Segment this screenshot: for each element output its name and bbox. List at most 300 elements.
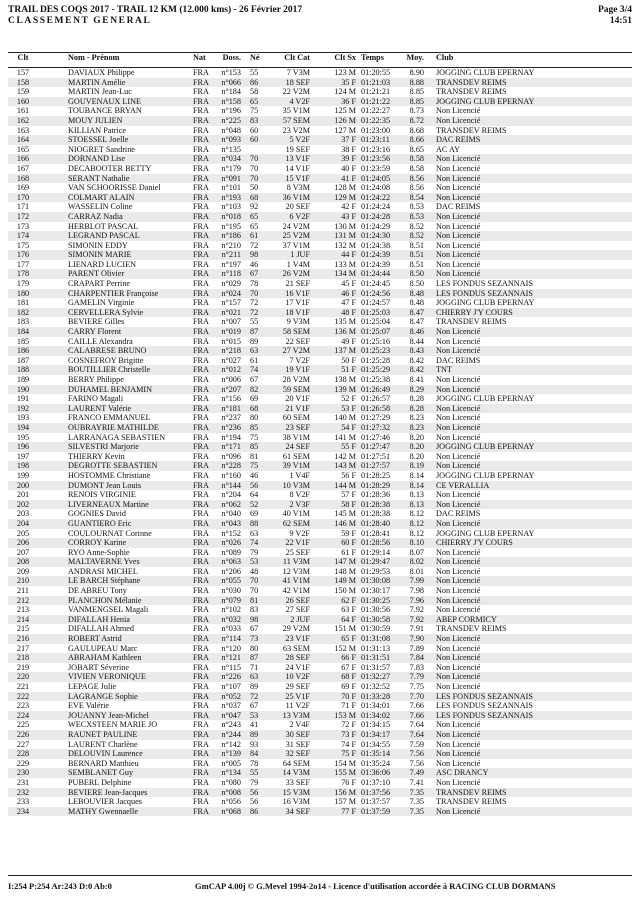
cell-name: LAURENT Charlène xyxy=(68,739,138,749)
cell-club: JOGGING CLUB EPERNAY xyxy=(436,528,535,538)
cell-ne: 87 xyxy=(250,327,259,337)
cell-name: LIVERNEAUX Martine xyxy=(68,499,149,509)
cell-club: Non Licencié xyxy=(436,662,481,672)
table-row xyxy=(8,778,632,788)
cell-ne: 98 xyxy=(250,614,259,624)
cell-nat: FRA xyxy=(193,538,209,548)
cell-nat: FRA xyxy=(193,422,209,432)
cell-cat: 29 V2M xyxy=(282,624,310,634)
cell-temps: 01:29:47 xyxy=(361,557,391,567)
cell-cat: 18 V1F xyxy=(285,307,310,317)
cell-moy: 8.68 xyxy=(409,125,424,135)
cell-sx: 137 M xyxy=(334,346,356,356)
cell-temps: 01:26:49 xyxy=(361,384,391,394)
cell-cat: 8 V2F xyxy=(289,490,310,500)
table-row xyxy=(8,231,632,241)
cell-ne: 70 xyxy=(250,576,259,586)
cell-temps: 01:35:24 xyxy=(361,758,391,768)
col-doss: Doss. xyxy=(222,53,241,62)
cell-nat: FRA xyxy=(193,749,209,759)
cell-sx: 52 F xyxy=(341,394,356,404)
cell-ne: 81 xyxy=(250,451,259,461)
table-row xyxy=(8,557,632,567)
cell-ne: 63 xyxy=(250,672,259,682)
cell-clt: 182 xyxy=(16,307,30,317)
cell-moy: 7.66 xyxy=(409,710,424,720)
table-row xyxy=(8,116,632,126)
cell-club: Non Licencié xyxy=(436,643,481,653)
cell-nat: FRA xyxy=(193,336,209,346)
cell-cat: 25 V2M xyxy=(282,231,310,241)
table-row xyxy=(8,126,632,136)
table-row xyxy=(8,500,632,510)
cell-moy: 8.90 xyxy=(409,68,424,77)
cell-name: BERNARD Matthieu xyxy=(68,758,139,768)
cell-doss: n°244 xyxy=(221,729,241,739)
cell-sx: 63 F xyxy=(341,605,356,615)
table-row xyxy=(8,289,632,299)
cell-nat: FRA xyxy=(193,701,209,711)
cell-doss: n°118 xyxy=(221,269,241,279)
table-row xyxy=(8,308,632,318)
cell-clt: 169 xyxy=(16,183,30,193)
cell-nat: FRA xyxy=(193,202,209,212)
table-row xyxy=(8,615,632,625)
cell-name: CARRY Florent xyxy=(68,327,122,337)
cell-moy: 8.48 xyxy=(409,288,424,298)
cell-nat: FRA xyxy=(193,710,209,720)
cell-clt: 214 xyxy=(16,614,30,624)
cell-cat: 23 SEF xyxy=(285,422,310,432)
cell-nat: FRA xyxy=(193,307,209,317)
cell-ne: 71 xyxy=(250,662,259,672)
cell-temps: 01:22:27 xyxy=(361,106,391,116)
cell-clt: 198 xyxy=(16,461,30,471)
cell-moy: 8.12 xyxy=(409,518,424,528)
cell-sx: 72 F xyxy=(341,720,356,730)
cell-clt: 157 xyxy=(16,68,30,77)
table-row xyxy=(8,212,632,222)
table-row xyxy=(8,317,632,327)
cell-name: LEGRAND PASCAL xyxy=(68,231,140,241)
cell-temps: 01:35:14 xyxy=(361,749,391,759)
cell-sx: 128 M xyxy=(334,183,356,193)
cell-name: DUMONT Jean Louis xyxy=(68,480,142,490)
cell-name: BEVIERE Gilles xyxy=(68,317,125,327)
cell-club: TRANSDEV REIMS xyxy=(436,87,507,97)
cell-clt: 211 xyxy=(17,586,29,596)
cell-temps: 01:23:56 xyxy=(361,154,391,164)
cell-sx: 77 F xyxy=(341,806,356,816)
cell-clt: 181 xyxy=(16,298,30,308)
cell-cat: 21 V1F xyxy=(285,403,310,413)
table-row xyxy=(8,509,632,519)
cell-ne: 75 xyxy=(250,432,259,442)
table-row xyxy=(8,423,632,433)
table-row xyxy=(8,461,632,471)
cell-ne: 98 xyxy=(250,250,259,260)
cell-clt: 232 xyxy=(16,787,30,797)
cell-sx: 65 F xyxy=(341,634,356,644)
cell-nat: FRA xyxy=(193,442,209,452)
cell-doss: n°040 xyxy=(221,509,241,519)
cell-temps: 01:23:11 xyxy=(361,135,390,145)
cell-moy: 7.56 xyxy=(409,758,424,768)
cell-clt: 158 xyxy=(16,77,30,87)
cell-sx: 68 F xyxy=(341,672,356,682)
cell-club: Non Licencié xyxy=(436,490,481,500)
table-row xyxy=(8,586,632,596)
cell-clt: 194 xyxy=(16,422,30,432)
cell-name: COSNEFROY Brigitte xyxy=(68,355,144,365)
cell-temps: 01:30:08 xyxy=(361,576,391,586)
cell-ne: 72 xyxy=(250,307,259,317)
cell-doss: n°027 xyxy=(221,355,241,365)
cell-clt: 175 xyxy=(16,240,30,250)
cell-sx: 139 M xyxy=(334,384,356,394)
cell-doss: n°243 xyxy=(221,720,241,730)
cell-moy: 8.65 xyxy=(409,144,424,154)
cell-nat: FRA xyxy=(193,528,209,538)
cell-doss: n°179 xyxy=(221,163,241,173)
cell-club: Non Licencié xyxy=(436,154,481,164)
cell-doss: n°055 xyxy=(221,576,241,586)
cell-clt: 216 xyxy=(16,634,30,644)
cell-name: DE ABREU Tony xyxy=(68,586,127,596)
cell-club: CHIERRY J'Y COURS xyxy=(436,538,513,548)
cell-sx: 76 F xyxy=(341,777,356,787)
cell-temps: 01:30:56 xyxy=(361,605,391,615)
cell-name: HOSTOMME Christiane xyxy=(68,470,151,480)
cell-sx: 146 M xyxy=(334,518,356,528)
cell-cat: 24 SEF xyxy=(285,442,310,452)
cell-nat: FRA xyxy=(193,758,209,768)
cell-club: Non Licencié xyxy=(436,422,481,432)
cell-temps: 01:31:13 xyxy=(361,643,391,653)
cell-sx: 62 F xyxy=(341,595,356,605)
cell-ne: 70 xyxy=(250,288,259,298)
column-header-row xyxy=(8,52,632,68)
cell-moy: 8.42 xyxy=(409,365,424,375)
cell-moy: 7.56 xyxy=(409,749,424,759)
cell-clt: 200 xyxy=(16,480,30,490)
cell-ne: 80 xyxy=(250,413,259,423)
cell-nat: FRA xyxy=(193,672,209,682)
cell-cat: 17 V1F xyxy=(285,298,310,308)
cell-club: Non Licencié xyxy=(436,499,481,509)
cell-moy: 8.47 xyxy=(409,317,424,327)
table-row xyxy=(8,193,632,203)
cell-temps: 01:27:57 xyxy=(361,461,391,471)
cell-moy: 8.56 xyxy=(409,173,424,183)
cell-doss: n°186 xyxy=(221,231,241,241)
cell-ne: 87 xyxy=(250,653,259,663)
cell-cat: 40 V1M xyxy=(282,509,310,519)
cell-clt: 168 xyxy=(16,173,30,183)
cell-doss: n°184 xyxy=(221,87,241,97)
cell-nat: FRA xyxy=(193,240,209,250)
cell-cat: 5 V2F xyxy=(289,135,310,145)
cell-clt: 183 xyxy=(16,317,30,327)
cell-temps: 01:22:35 xyxy=(361,115,391,125)
cell-clt: 162 xyxy=(16,115,30,125)
cell-nat: FRA xyxy=(193,470,209,480)
cell-name: RENOIS VIRGINIE xyxy=(68,490,136,500)
cell-name: SEMBLANET Guy xyxy=(68,768,134,778)
cell-cat: 29 SEF xyxy=(285,682,310,691)
cell-sx: 132 M xyxy=(334,240,356,250)
cell-name: DIFALLAH Ahmed xyxy=(68,624,135,634)
table-row xyxy=(8,298,632,308)
cell-temps: 01:27:47 xyxy=(361,442,391,452)
cell-temps: 01:30:59 xyxy=(361,624,391,634)
cell-ne: 56 xyxy=(250,797,259,807)
cell-cat: 34 SEF xyxy=(285,806,310,816)
cell-doss: n°107 xyxy=(221,682,241,691)
cell-ne: 86 xyxy=(250,806,259,816)
cell-cat: 22 SEF xyxy=(285,336,310,346)
cell-ne: 55 xyxy=(250,768,259,778)
cell-clt: 166 xyxy=(16,154,30,164)
table-row xyxy=(8,596,632,606)
cell-ne: 78 xyxy=(250,758,259,768)
cell-cat: 8 V3M xyxy=(286,183,310,193)
cell-clt: 226 xyxy=(16,729,30,739)
cell-name: CERVELLERA Sylvie xyxy=(68,307,144,317)
col-club: Club xyxy=(436,53,454,62)
cell-temps: 01:37:59 xyxy=(361,806,391,816)
cell-nat: FRA xyxy=(193,787,209,797)
cell-moy: 8.53 xyxy=(409,211,424,221)
cell-name: PLANCHON Mélanie xyxy=(68,595,142,605)
cell-temps: 01:24:24 xyxy=(361,202,391,212)
cell-name: SIMONIN MARIE xyxy=(68,250,132,260)
cell-ne: 82 xyxy=(250,384,259,394)
cell-temps: 01:25:23 xyxy=(361,346,391,356)
cell-sx: 36 F xyxy=(341,96,356,106)
cell-club: Non Licencié xyxy=(436,576,481,586)
cell-temps: 01:37:56 xyxy=(361,787,391,797)
table-row xyxy=(8,78,632,88)
cell-nat: FRA xyxy=(193,720,209,730)
cell-temps: 01:30:17 xyxy=(361,586,391,596)
cell-temps: 01:25:04 xyxy=(361,317,391,327)
cell-sx: 135 M xyxy=(334,317,356,327)
cell-name: GAMELIN Virginie xyxy=(68,298,135,308)
table-row xyxy=(8,548,632,558)
cell-cat: 13 V1F xyxy=(285,154,310,164)
cell-temps: 01:31:51 xyxy=(361,653,391,663)
cell-nat: FRA xyxy=(193,432,209,442)
cell-temps: 01:24:30 xyxy=(361,231,391,241)
cell-moy: 7.96 xyxy=(409,595,424,605)
cell-nat: FRA xyxy=(193,346,209,356)
cell-club: LES FONDUS SEZANNAIS xyxy=(436,279,533,289)
cell-name: SIMONIN EDDY xyxy=(68,240,128,250)
cell-sx: 145 M xyxy=(334,509,356,519)
cell-moy: 7.59 xyxy=(409,739,424,749)
cell-doss: n°056 xyxy=(221,797,241,807)
table-row xyxy=(8,413,632,423)
cell-temps: 01:28:56 xyxy=(361,538,391,548)
cell-doss: n°156 xyxy=(221,394,241,404)
cell-sx: 67 F xyxy=(341,662,356,672)
cell-name: VAN SCHOORISSE Daniel xyxy=(68,183,161,193)
cell-club: TRANSDEV REIMS xyxy=(436,787,507,797)
cell-clt: 202 xyxy=(16,499,30,509)
cell-moy: 8.14 xyxy=(409,480,424,490)
table-row xyxy=(8,97,632,107)
cell-doss: n°139 xyxy=(221,749,241,759)
cell-name: LAGRANGE Sophie xyxy=(68,691,138,701)
cell-sx: 45 F xyxy=(341,279,356,289)
cell-clt: 177 xyxy=(16,259,30,269)
cell-ne: 70 xyxy=(250,586,259,596)
cell-clt: 189 xyxy=(16,375,30,384)
table-row xyxy=(8,797,632,807)
cell-moy: 8.66 xyxy=(409,135,424,145)
cell-ne: 63 xyxy=(250,346,259,356)
cell-cat: 41 V1M xyxy=(282,576,310,586)
cell-name: RYO Anne-Sophie xyxy=(68,547,130,557)
cell-nat: FRA xyxy=(193,518,209,528)
cell-club: JOGGING CLUB EPERNAY xyxy=(436,394,535,404)
cell-ne: 65 xyxy=(250,221,259,231)
cell-temps: 01:32:52 xyxy=(361,682,391,691)
cell-moy: 8.58 xyxy=(409,163,424,173)
cell-clt: 160 xyxy=(16,96,30,106)
cell-moy: 8.43 xyxy=(409,346,424,356)
cell-temps: 01:24:28 xyxy=(361,211,391,221)
cell-nat: FRA xyxy=(193,566,209,576)
cell-ne: 79 xyxy=(250,547,259,557)
cell-sx: 51 F xyxy=(341,365,356,375)
cell-clt: 167 xyxy=(16,163,30,173)
cell-nat: FRA xyxy=(193,279,209,289)
cell-nat: FRA xyxy=(193,682,209,691)
cell-club: Non Licencié xyxy=(436,375,481,384)
cell-sx: 149 M xyxy=(334,576,356,586)
cell-sx: 134 M xyxy=(334,269,356,279)
table-row xyxy=(8,222,632,232)
cell-moy: 7.90 xyxy=(409,634,424,644)
cell-moy: 7.92 xyxy=(409,605,424,615)
cell-club: Non Licencié xyxy=(436,250,481,260)
cell-sx: 43 F xyxy=(341,211,356,221)
cell-temps: 01:28:29 xyxy=(361,480,391,490)
cell-doss: n°005 xyxy=(221,758,241,768)
cell-cat: 25 V1F xyxy=(285,691,310,701)
report-subtitle: CLASSEMENT GENERAL xyxy=(8,16,152,26)
cell-club: Non Licencié xyxy=(436,518,481,528)
cell-sx: 74 F xyxy=(341,739,356,749)
cell-clt: 215 xyxy=(16,624,30,634)
cell-moy: 8.48 xyxy=(409,298,424,308)
cell-club: CHIERRY J'Y COURS xyxy=(436,307,513,317)
cell-sx: 138 M xyxy=(334,375,356,384)
cell-club: JOGGING CLUB EPERNAY xyxy=(436,96,535,106)
col-temps: Temps xyxy=(361,53,384,62)
cell-sx: 39 F xyxy=(341,154,356,164)
cell-temps: 01:27:51 xyxy=(361,451,391,461)
cell-ne: 83 xyxy=(250,115,259,125)
cell-nat: FRA xyxy=(193,125,209,135)
cell-sx: 130 M xyxy=(334,221,356,231)
cell-name: CARRAZ Nadia xyxy=(68,211,123,221)
cell-moy: 8.10 xyxy=(409,538,424,548)
cell-ne: 84 xyxy=(250,749,259,759)
table-row xyxy=(8,68,632,78)
cell-doss: n°115 xyxy=(221,662,241,672)
cell-doss: n°015 xyxy=(221,336,241,346)
cell-name: TOUBANCE BRYAN xyxy=(68,106,142,116)
cell-clt: 184 xyxy=(16,327,30,337)
cell-cat: 1 V4M xyxy=(286,259,310,269)
cell-club: JOGGING CLUB EPERNAY xyxy=(436,68,535,77)
cell-nat: FRA xyxy=(193,614,209,624)
cell-club: Non Licencié xyxy=(436,461,481,471)
col-moy: Moy. xyxy=(406,53,424,62)
cell-cat: 61 SEM xyxy=(282,451,310,461)
table-row xyxy=(8,538,632,548)
cell-moy: 8.42 xyxy=(409,355,424,365)
cell-nat: FRA xyxy=(193,547,209,557)
cell-name: COULOURNAT Corinne xyxy=(68,528,152,538)
cell-ne: 48 xyxy=(250,566,259,576)
cell-clt: 180 xyxy=(16,288,30,298)
cell-sx: 151 M xyxy=(334,624,356,634)
cell-temps: 01:20:55 xyxy=(361,68,391,77)
cell-name: CRAPART Perrine xyxy=(68,279,131,289)
cell-sx: 71 F xyxy=(341,701,356,711)
cell-clt: 224 xyxy=(16,710,30,720)
cell-moy: 8.13 xyxy=(409,490,424,500)
cell-doss: n°102 xyxy=(221,605,241,615)
cell-clt: 206 xyxy=(16,538,30,548)
cell-moy: 7.41 xyxy=(409,777,424,787)
cell-nat: FRA xyxy=(193,576,209,586)
cell-sx: 58 F xyxy=(341,499,356,509)
cell-ne: 63 xyxy=(250,528,259,538)
cell-name: CHARPENTIER Françoise xyxy=(68,288,159,298)
cell-temps: 01:21:03 xyxy=(361,77,391,87)
cell-ne: 41 xyxy=(250,720,259,730)
cell-sx: 147 M xyxy=(334,557,356,567)
cell-ne: 65 xyxy=(250,96,259,106)
cell-nat: FRA xyxy=(193,163,209,173)
cell-ne: 68 xyxy=(250,192,259,202)
cell-nat: FRA xyxy=(193,106,209,116)
cell-name: VANMENGSEL Magali xyxy=(68,605,149,615)
table-row xyxy=(8,701,632,711)
table-row xyxy=(8,202,632,212)
cell-name: STOESSEL Joelle xyxy=(68,135,129,145)
table-row xyxy=(8,164,632,174)
cell-cat: 58 SEM xyxy=(282,327,310,337)
cell-club: DAC REIMS xyxy=(436,355,481,365)
cell-club: Non Licencié xyxy=(436,384,481,394)
cell-moy: 8.12 xyxy=(409,528,424,538)
cell-doss: n°101 xyxy=(221,183,241,193)
cell-sx: 125 M xyxy=(334,106,356,116)
table-row xyxy=(8,711,632,721)
cell-cat: 21 SEF xyxy=(285,279,310,289)
table-row xyxy=(8,759,632,769)
cell-doss: n°135 xyxy=(221,144,241,154)
cell-nat: FRA xyxy=(193,87,209,97)
col-nat: Nat xyxy=(193,53,206,62)
cell-clt: 201 xyxy=(16,490,30,500)
